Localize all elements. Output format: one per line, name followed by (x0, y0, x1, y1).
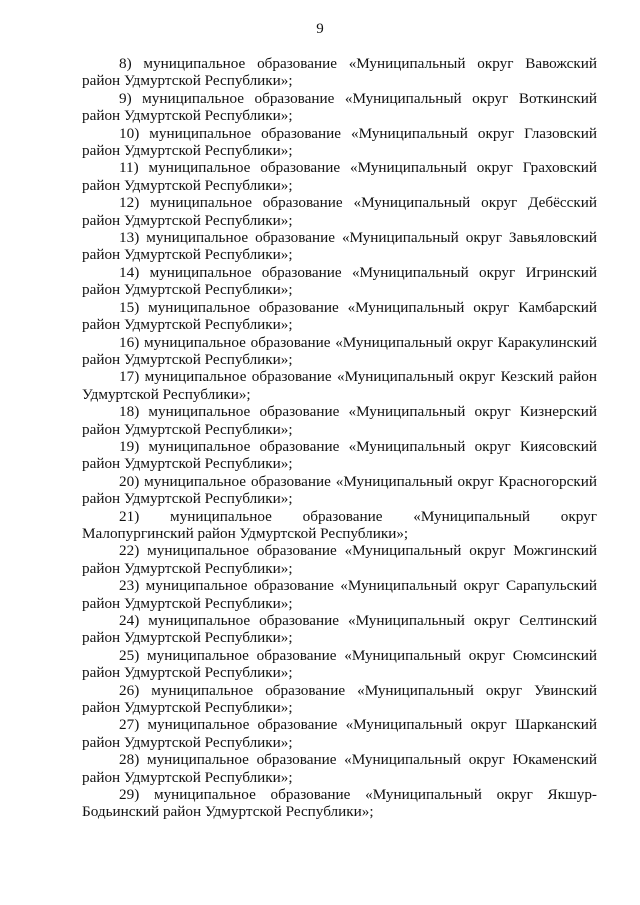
list-item-26: 26) муниципальное образование «Муниципальный округ Увинский район Удмуртской Республики»; (82, 681, 597, 717)
list-item-19: 19) муниципальное образование «Муниципальный округ Киясовский район Удмуртской Республики»; (82, 437, 597, 473)
list-item-22: 22) муниципальное образование «Муниципальный округ Можгинский район Удмуртской Республики»; (82, 542, 597, 577)
list-item-27: 27) муниципальное образование «Муниципальный округ Шарканский район Удмуртской Республики»; (82, 716, 597, 751)
list-item-18: 18) муниципальное образование «Муниципальный округ Кизнерский район Удмуртской Республики»; (82, 403, 597, 438)
document-body (82, 55, 597, 821)
list-item-21: 21) муниципальное образование «Муниципальный округ Малопургинский район Удмуртской Республики»; (82, 507, 597, 542)
list-item-25: 25) муниципальное образование «Муниципальный округ Сюмсинский район Удмуртской Республики»; (82, 646, 597, 682)
list-item-24: 24) муниципальное образование «Муниципальный округ Селтинский район Удмуртской Республики»; (82, 612, 597, 647)
page-number: 9 (316, 21, 324, 37)
list-item-11: 11) муниципальное образование «Муниципальный округ Граховский район Удмуртской Республики»; (82, 159, 597, 194)
list-item-23: 23) муниципальное образование «Муниципальный округ Сарапульский район Удмуртской Республики»; (82, 577, 597, 612)
list-item-13: 13) муниципальное образование «Муниципальный округ Завьяловский район Удмуртской Республики»; (82, 229, 597, 264)
list-item-16: 16) муниципальное образование «Муниципальный округ Каракулинский район Удмуртской Республики»; (82, 333, 597, 368)
list-item-15: 15) муниципальное образование «Муниципальный округ Камбарский район Удмуртской Республики»; (82, 298, 597, 334)
list-item-14: 14) муниципальное образование «Муниципальный округ Игринский район Удмуртской Республики»; (82, 263, 597, 299)
list-item-10: 10) муниципальное образование «Муниципальный округ Глазовский район Удмуртской Республики»; (82, 124, 597, 160)
list-item-20: 20) муниципальное образование «Муниципальный округ Красногорский район Удмуртской Республики»; (82, 472, 597, 508)
list-item-28: 28) муниципальное образование «Муниципальный округ Юкаменский район Удмуртской Республики»; (82, 751, 597, 786)
list-item-17: 17) муниципальное образование «Муниципальный округ Кезский район Удмуртской Республики»; (82, 368, 597, 403)
list-item-9: 9) муниципальное образование «Муниципальный округ Воткинский район Удмуртской Республики»; (82, 89, 597, 125)
list-item-29: 29) муниципальное образование «Муниципальный округ Якшур-Бодьинский район Удмуртской Республики»; (82, 786, 597, 821)
list-item-8: 8) муниципальное образование «Муниципальный округ Вавожский район Удмуртской Республики»; (82, 55, 597, 90)
list-item-12: 12) муниципальное образование «Муниципальный округ Дебёсский район Удмуртской Республики»; (82, 194, 597, 229)
